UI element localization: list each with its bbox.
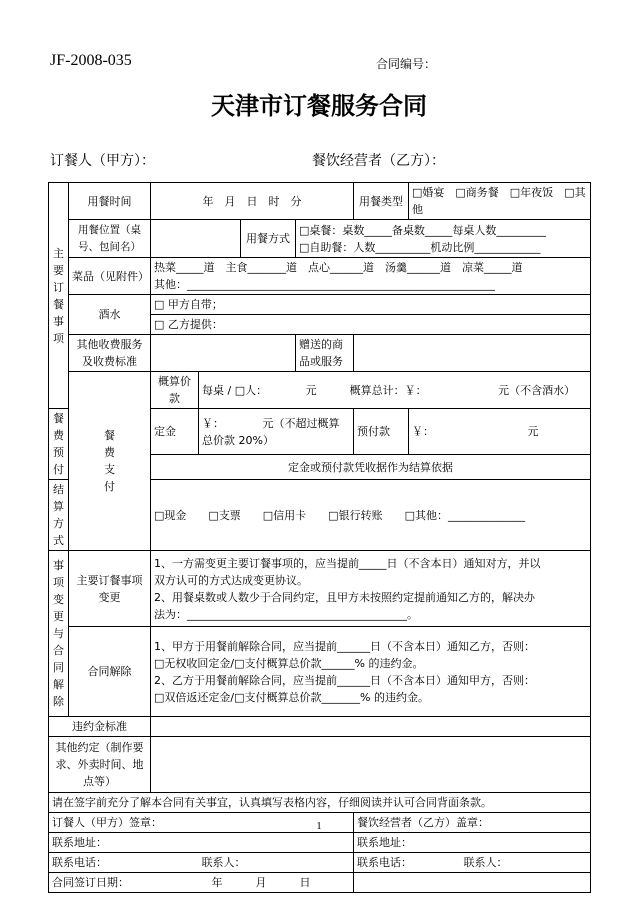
contract-number-label: 合同编号： xyxy=(376,57,437,71)
signing-date-blank xyxy=(354,873,591,893)
deposit-label: 定金 xyxy=(151,409,199,455)
banquet-option[interactable]: □桌餐：桌数_____备桌数_____每桌人数_________ xyxy=(299,223,546,237)
location-field[interactable] xyxy=(151,220,241,258)
party-a-phone[interactable]: 联系电话： xyxy=(49,853,199,873)
drinks-provided-option[interactable]: □ 乙方提供： xyxy=(151,315,591,335)
cancel-term-1a: 1、甲方于用餐前解除合同，应当提前______日（不含本日）通知乙方，否则： xyxy=(154,639,535,653)
drinks-label: 酒水 xyxy=(69,295,151,335)
meal-type-label: 用餐类型 xyxy=(354,183,409,220)
meal-time-field[interactable]: 年 月 日 时 分 xyxy=(151,183,354,220)
change-term-1a: 1、一方需变更主要订餐事项的，应当提前_____日（不含本日）通知对方，并以 xyxy=(154,556,541,570)
party-b-contact[interactable]: 联系人： xyxy=(461,853,591,873)
cancel-term-2a: 2、乙方于用餐前解除合同，应当提前______日（不含本日）通知甲方，否则： xyxy=(154,673,535,687)
deposit-field[interactable]: ￥： 元（不超过概算总价款 20%） xyxy=(199,409,354,455)
prepay-label: 餐费预付 xyxy=(49,409,69,480)
payment-section-label: 餐费支付 xyxy=(69,372,151,551)
change-terms[interactable] xyxy=(151,551,591,627)
party-a-label: 订餐人（甲方）： xyxy=(50,153,155,169)
buffet-option[interactable]: □自助餐：人数__________机动比例____________ xyxy=(299,240,541,254)
meal-mode-label: 用餐方式 xyxy=(241,220,296,258)
change-term-1b: 双方认可的方式达成变更协议。 xyxy=(154,573,308,587)
gift-label: 赠送的商品或服务 xyxy=(296,335,354,372)
settlement-options[interactable]: □现金 □支票 □信用卡 □银行转账 □其他：______________ xyxy=(151,480,591,551)
other-agreement-label: 其他约定（制作要求、外卖时间、地点等） xyxy=(49,737,151,793)
party-b-phone[interactable]: 联系电话： xyxy=(354,853,461,873)
party-b-address[interactable]: 联系地址： xyxy=(354,833,591,853)
signing-notice: 请在签字前充分了解本合同有关事宜，认真填写表格内容，仔细阅读并认可合同背面条款。 xyxy=(49,793,591,813)
change-term-2b[interactable]: 法为：________________________________________。 xyxy=(154,607,418,621)
advance-field[interactable]: ￥： 元 xyxy=(409,409,591,455)
cancel-terms[interactable] xyxy=(151,627,591,717)
party-a-contact[interactable]: 联系人： xyxy=(199,853,354,873)
page-title: 天津市订餐服务合同 xyxy=(211,91,427,120)
gift-field[interactable] xyxy=(354,335,591,372)
drinks-self-option[interactable]: □ 甲方自带； xyxy=(151,295,591,315)
other-fee-field[interactable] xyxy=(151,335,296,372)
settlement-label: 结算方式 xyxy=(49,480,69,551)
advance-label: 预付款 xyxy=(354,409,409,455)
prepay-note: 定金或预付款凭收据作为结算依据 xyxy=(151,455,591,480)
estimate-field[interactable]: 每桌 / □人： 元 概算总计：￥： 元（不含酒水） xyxy=(199,372,591,409)
change-term-2a: 2、用餐桌数或人数少于合同约定，且甲方未按照约定提前通知乙方的，解决办 xyxy=(154,590,535,604)
contract-form-table xyxy=(48,182,591,893)
other-fee-label: 其他收费服务及收费标准 xyxy=(69,335,151,372)
party-b-label: 餐饮经营者（乙方）： xyxy=(312,153,445,169)
meal-mode-options[interactable] xyxy=(296,220,591,258)
meal-type-options[interactable]: □婚宴 □商务餐 □年夜饭 □其他 xyxy=(409,183,591,220)
dishes-label: 菜品（见附件） xyxy=(69,258,151,295)
party-b-seal[interactable]: 餐饮经营者（乙方）盖章： xyxy=(354,813,591,833)
dishes-field[interactable] xyxy=(151,258,591,295)
meal-time-label: 用餐时间 xyxy=(69,183,151,220)
other-agreement-field[interactable] xyxy=(151,737,591,793)
penalty-field[interactable] xyxy=(151,717,591,737)
party-a-signature[interactable]: 订餐人（甲方）签章： xyxy=(49,813,354,833)
form-code: JF-2008-035 xyxy=(50,52,132,69)
dishes-counts[interactable]: 热菜_____道 主食_______道 点心______道 汤羹______道 凉菜_____道 xyxy=(154,261,523,274)
page-number: 1 xyxy=(316,820,322,832)
party-a-address[interactable]: 联系地址： xyxy=(49,833,354,853)
cancel-term-2b[interactable]: □双倍返还定金/□支付概算总价款_______% 的违约金。 xyxy=(154,690,429,704)
signing-date[interactable]: 合同签订日期： 年 月 日 xyxy=(49,873,354,893)
location-label: 用餐位置（桌号、包间名） xyxy=(69,220,151,258)
penalty-label: 违约金标准 xyxy=(49,717,151,737)
dishes-other[interactable]: 其他：________________________________________________________ xyxy=(154,278,495,291)
cancel-label: 合同解除 xyxy=(69,627,151,717)
cancel-term-1b[interactable]: □无权收回定金/□支付概算总价款______% 的违约金。 xyxy=(154,656,424,670)
estimate-label: 概算价款 xyxy=(151,372,199,409)
change-section-label: 事项变更与合同解除 xyxy=(49,551,69,717)
main-items-section-label: 主要订餐事项 xyxy=(49,183,69,409)
change-label: 主要订餐事项变更 xyxy=(69,551,151,627)
